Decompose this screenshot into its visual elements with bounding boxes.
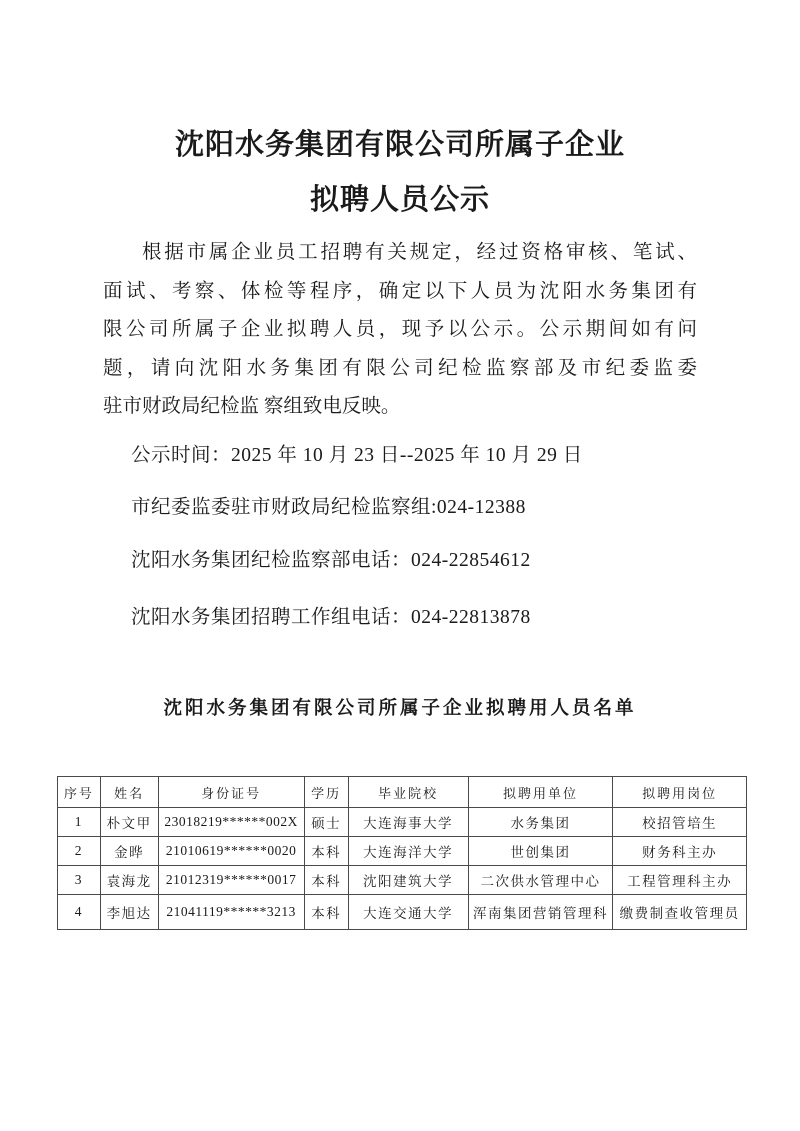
page-title-line1: 沈阳水务集团有限公司所属子企业	[174, 129, 625, 161]
header-education: 学历	[304, 777, 348, 808]
table-header-row	[58, 777, 747, 808]
cell-unit: 世创集团	[468, 837, 613, 866]
header-university: 毕业院校	[348, 777, 468, 808]
cell-id-number: 21010619******0020	[158, 837, 304, 866]
page-title-line2: 拟聘人员公示	[309, 184, 490, 216]
table-row	[58, 808, 747, 837]
cell-position: 财务科主办	[613, 837, 747, 866]
table-row	[58, 837, 747, 866]
header-name: 姓名	[100, 777, 158, 808]
publicity-period-line: 公示时间：2025 年 10 月 23 日--2025 年 10 月 29 日	[131, 445, 583, 466]
cell-education: 本科	[304, 866, 348, 895]
table-row	[58, 895, 747, 930]
cell-id-number: 21041119******3213	[158, 895, 304, 930]
cell-name: 李旭达	[100, 895, 158, 930]
cell-education: 本科	[304, 895, 348, 930]
cell-index: 3	[58, 866, 101, 895]
paragraph-line: 驻市财政局纪检监 察组致电反映。	[103, 396, 401, 417]
cell-position: 校招管培生	[613, 808, 747, 837]
cell-education: 本科	[304, 837, 348, 866]
notice-body-paragraph	[103, 234, 697, 427]
cell-index: 4	[58, 895, 101, 930]
cell-position: 缴费制查收管理员	[613, 895, 747, 930]
cell-id-number: 21012319******0017	[158, 866, 304, 895]
paragraph-line: 题，请向沈阳水务集团有限公司纪检监察部及市纪委监委	[103, 357, 697, 379]
header-index: 序号	[58, 777, 101, 808]
cell-education: 硕士	[304, 808, 348, 837]
paragraph-line: 根据市属企业员工招聘有关规定，经过资格审核、笔试、	[142, 242, 697, 263]
cell-university: 大连海洋大学	[348, 837, 468, 866]
header-position: 拟聘用岗位	[613, 777, 747, 808]
cell-name: 袁海龙	[100, 866, 158, 895]
cell-university: 大连交通大学	[348, 895, 468, 930]
cell-position: 工程管理科主办	[613, 866, 747, 895]
paragraph-line: 限公司所属子企业拟聘人员，现予以公示。公示期间如有问	[103, 319, 697, 340]
table-row	[58, 866, 747, 895]
candidate-roster-table	[57, 776, 747, 930]
paragraph-line: 面试、考察、体检等程序，确定以下人员为沈阳水务集团有	[103, 280, 697, 302]
roster-table-caption: 沈阳水务集团有限公司所属子企业拟聘用人员名单	[163, 699, 637, 719]
cell-index: 1	[58, 808, 101, 837]
header-id-number: 身份证号	[158, 777, 304, 808]
recruitment-team-phone-line: 沈阳水务集团招聘工作组电话：024-22813878	[131, 607, 531, 628]
cell-unit: 浑南集团营销管理科	[468, 895, 613, 930]
cell-university: 沈阳建筑大学	[348, 866, 468, 895]
cell-name: 朴文甲	[100, 808, 158, 837]
cell-name: 金晔	[100, 837, 158, 866]
cell-unit: 二次供水管理中心	[468, 866, 613, 895]
cell-university: 大连海事大学	[348, 808, 468, 837]
cell-unit: 水务集团	[468, 808, 613, 837]
inspection-group-phone-line: 市纪委监委驻市财政局纪检监察组:024-12388	[131, 497, 526, 518]
cell-id-number: 23018219******002X	[158, 808, 304, 837]
header-unit: 拟聘用单位	[468, 777, 613, 808]
cell-index: 2	[58, 837, 101, 866]
discipline-dept-phone-line: 沈阳水务集团纪检监察部电话：024-22854612	[131, 550, 531, 571]
